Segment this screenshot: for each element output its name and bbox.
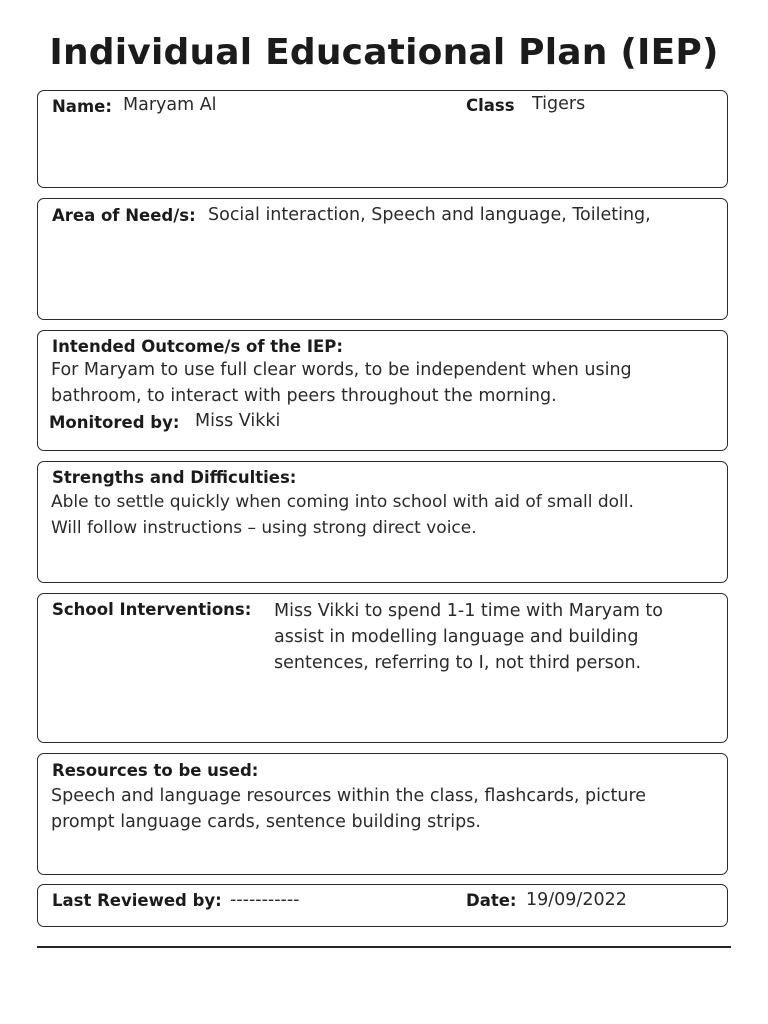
- interventions-line: Miss Vikki to spend 1-1 time with Maryam to: [274, 601, 663, 621]
- name-value[interactable]: Maryam Al: [123, 95, 217, 115]
- intended-outcomes-box: [37, 330, 728, 451]
- monitored-by-value[interactable]: Miss Vikki: [195, 411, 281, 431]
- date-value[interactable]: 19/09/2022: [526, 890, 627, 910]
- area-of-need-value[interactable]: Social interaction, Speech and language, Toileting,: [208, 205, 651, 225]
- interventions-box: [37, 593, 728, 743]
- date-label: Date:: [466, 891, 517, 910]
- strengths-text[interactable]: [51, 489, 726, 541]
- interventions-line: assist in modelling language and building: [274, 627, 639, 647]
- area-of-need-box: [37, 198, 728, 320]
- class-value[interactable]: Tigers: [532, 94, 586, 114]
- resources-text[interactable]: [51, 783, 721, 835]
- class-label: Class: [466, 96, 515, 115]
- bottom-divider: [37, 946, 731, 948]
- intended-outcomes-line: bathroom, to interact with peers throughout the morning.: [51, 386, 557, 406]
- strengths-line: Will follow instructions – using strong direct voice.: [51, 518, 477, 538]
- area-of-need-label: Area of Need/s:: [52, 206, 196, 225]
- last-reviewed-label: Last Reviewed by:: [52, 891, 222, 910]
- resources-box: [37, 753, 728, 875]
- page-title: Individual Educational Plan (IEP): [49, 32, 719, 73]
- intended-outcomes-text[interactable]: [51, 357, 721, 409]
- monitored-by-label: Monitored by:: [49, 413, 180, 432]
- review-box: [37, 884, 728, 927]
- intended-outcomes-label: Intended Outcome/s of the IEP:: [52, 337, 343, 356]
- intended-outcomes-line: For Maryam to use full clear words, to be independent when using: [51, 360, 632, 380]
- strengths-label: Strengths and Difficulties:: [52, 468, 297, 487]
- strengths-box: [37, 461, 728, 583]
- resources-line: prompt language cards, sentence building strips.: [51, 812, 481, 832]
- interventions-text[interactable]: [274, 598, 714, 676]
- strengths-line: Able to settle quickly when coming into school with aid of small doll.: [51, 492, 634, 512]
- last-reviewed-value[interactable]: -----------: [230, 890, 300, 910]
- student-details-box: [37, 90, 728, 188]
- name-label: Name:: [52, 97, 112, 116]
- interventions-line: sentences, referring to I, not third person.: [274, 653, 642, 673]
- interventions-label: School Interventions:: [52, 600, 252, 619]
- resources-line: Speech and language resources within the class, flashcards, picture: [51, 786, 647, 806]
- resources-label: Resources to be used:: [52, 761, 259, 780]
